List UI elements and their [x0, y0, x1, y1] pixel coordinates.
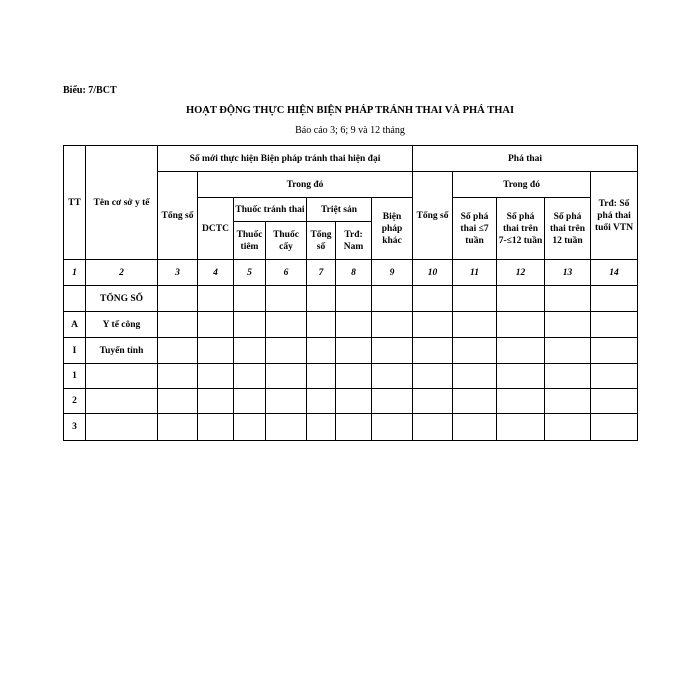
column-number: 1 — [64, 260, 86, 286]
table-row — [64, 338, 638, 364]
header-iud: DCTC — [198, 198, 234, 260]
table-row — [64, 312, 638, 338]
data-cell[interactable] — [266, 389, 307, 414]
data-cell[interactable] — [372, 414, 413, 441]
data-cell[interactable] — [234, 286, 266, 312]
column-number: 7 — [307, 260, 336, 286]
data-cell[interactable] — [307, 364, 336, 389]
data-cell[interactable] — [198, 414, 234, 441]
data-cell[interactable] — [158, 414, 198, 441]
data-cell[interactable] — [158, 286, 198, 312]
data-cell[interactable] — [372, 338, 413, 364]
row-tt: I — [64, 338, 86, 364]
data-cell[interactable] — [413, 338, 453, 364]
data-cell[interactable] — [336, 338, 372, 364]
header-teen-abortion: Trđ: Số phá thai tuổi VTN — [591, 172, 638, 260]
data-cell[interactable] — [453, 364, 497, 389]
column-number: 4 — [198, 260, 234, 286]
form-code: Biểu: 7/BCT — [63, 85, 117, 96]
header-total-abortion: Tổng số — [413, 172, 453, 260]
report-title: HOẠT ĐỘNG THỰC HIỆN BIỆN PHÁP TRÁNH THAI VÀ PHÁ THAI — [185, 105, 515, 116]
data-cell[interactable] — [545, 364, 591, 389]
column-number: 2 — [86, 260, 158, 286]
row-tt: 2 — [64, 389, 86, 414]
row-name: TỔNG SỐ — [86, 286, 158, 312]
data-cell[interactable] — [591, 414, 638, 441]
data-cell[interactable] — [497, 364, 545, 389]
header-sterilization: Triệt sản — [307, 198, 372, 222]
data-cell[interactable] — [497, 286, 545, 312]
data-cell[interactable] — [497, 414, 545, 441]
data-cell[interactable] — [307, 389, 336, 414]
header-sterilization-male: Trđ: Nam — [336, 222, 372, 260]
row-name[interactable] — [86, 414, 158, 441]
data-cell[interactable] — [198, 364, 234, 389]
table-row — [64, 389, 638, 414]
header-abortion-le7: Số phá thai ≤7 tuần — [453, 198, 497, 260]
header-sterilization-total: Tổng số — [307, 222, 336, 260]
column-number: 12 — [497, 260, 545, 286]
data-cell[interactable] — [497, 389, 545, 414]
data-cell[interactable] — [336, 312, 372, 338]
data-cell[interactable] — [266, 364, 307, 389]
data-cell[interactable] — [591, 312, 638, 338]
data-cell[interactable] — [545, 286, 591, 312]
data-cell[interactable] — [453, 389, 497, 414]
header-total-methods: Tổng số — [158, 172, 198, 260]
header-pills: Thuốc tránh thai — [234, 198, 307, 222]
header-facility: Tên cơ sở y tế — [86, 146, 158, 260]
data-cell[interactable] — [307, 286, 336, 312]
column-number: 13 — [545, 260, 591, 286]
row-tt: 3 — [64, 414, 86, 441]
column-number: 10 — [413, 260, 453, 286]
data-cell[interactable] — [453, 338, 497, 364]
data-cell[interactable] — [234, 312, 266, 338]
data-cell[interactable] — [336, 389, 372, 414]
data-cell[interactable] — [545, 338, 591, 364]
row-name: Tuyến tỉnh — [86, 338, 158, 364]
header-of-which-methods: Trong đó — [198, 172, 413, 198]
data-cell[interactable] — [591, 338, 638, 364]
data-cell[interactable] — [591, 286, 638, 312]
data-cell[interactable] — [158, 364, 198, 389]
data-cell[interactable] — [413, 414, 453, 441]
data-cell[interactable] — [413, 389, 453, 414]
data-cell[interactable] — [336, 414, 372, 441]
header-modern-methods: Số mới thực hiện Biện pháp tránh thai hiện đại — [158, 146, 413, 172]
row-tt: A — [64, 312, 86, 338]
data-cell[interactable] — [158, 389, 198, 414]
column-number: 8 — [336, 260, 372, 286]
header-abortion-gt12: Số phá thai trên 12 tuần — [545, 198, 591, 260]
data-cell[interactable] — [307, 414, 336, 441]
table-row — [64, 414, 638, 441]
data-cell[interactable] — [234, 389, 266, 414]
data-cell[interactable] — [372, 364, 413, 389]
row-tt: 1 — [64, 364, 86, 389]
column-number-row — [64, 260, 638, 286]
data-cell[interactable] — [591, 389, 638, 414]
data-cell[interactable] — [266, 414, 307, 441]
header-implant: Thuốc cấy — [266, 222, 307, 260]
data-cell[interactable] — [372, 286, 413, 312]
row-name[interactable] — [86, 389, 158, 414]
data-cell[interactable] — [453, 414, 497, 441]
data-cell[interactable] — [413, 312, 453, 338]
data-cell[interactable] — [453, 312, 497, 338]
data-cell[interactable] — [336, 364, 372, 389]
data-cell[interactable] — [591, 364, 638, 389]
data-cell[interactable] — [453, 286, 497, 312]
data-cell[interactable] — [198, 338, 234, 364]
data-cell[interactable] — [158, 312, 198, 338]
row-name[interactable] — [86, 364, 158, 389]
data-cell[interactable] — [545, 414, 591, 441]
data-cell[interactable] — [372, 389, 413, 414]
data-cell[interactable] — [372, 312, 413, 338]
column-number: 14 — [591, 260, 638, 286]
column-number: 9 — [372, 260, 413, 286]
data-cell[interactable] — [307, 338, 336, 364]
data-cell[interactable] — [266, 338, 307, 364]
data-cell[interactable] — [234, 364, 266, 389]
row-tt — [64, 286, 86, 312]
header-tt: TT — [64, 146, 86, 260]
data-cell[interactable] — [158, 338, 198, 364]
data-cell[interactable] — [234, 414, 266, 441]
data-cell[interactable] — [266, 286, 307, 312]
header-other-method: Biện pháp khác — [372, 198, 413, 260]
column-number: 5 — [234, 260, 266, 286]
data-cell[interactable] — [545, 389, 591, 414]
column-number: 3 — [158, 260, 198, 286]
table-row — [64, 364, 638, 389]
report-table — [63, 145, 638, 441]
report-subtitle: Báo cáo 3; 6; 9 và 12 tháng — [295, 125, 405, 136]
table-row — [64, 286, 638, 312]
header-injection: Thuốc tiêm — [234, 222, 266, 260]
header-abortion-7-12: Số phá thai trên 7-≤12 tuần — [497, 198, 545, 260]
data-cell[interactable] — [266, 312, 307, 338]
data-cell[interactable] — [336, 286, 372, 312]
header-abortion: Phá thai — [413, 146, 638, 172]
header-of-which-abortion: Trong đó — [453, 172, 591, 198]
data-cell[interactable] — [545, 312, 591, 338]
data-cell[interactable] — [198, 286, 234, 312]
data-cell[interactable] — [307, 312, 336, 338]
data-cell[interactable] — [413, 364, 453, 389]
data-cell[interactable] — [497, 338, 545, 364]
data-cell[interactable] — [198, 312, 234, 338]
column-number: 6 — [266, 260, 307, 286]
row-name: Y tế công — [86, 312, 158, 338]
data-cell[interactable] — [497, 312, 545, 338]
column-number: 11 — [453, 260, 497, 286]
data-cell[interactable] — [198, 389, 234, 414]
data-cell[interactable] — [234, 338, 266, 364]
data-cell[interactable] — [413, 286, 453, 312]
